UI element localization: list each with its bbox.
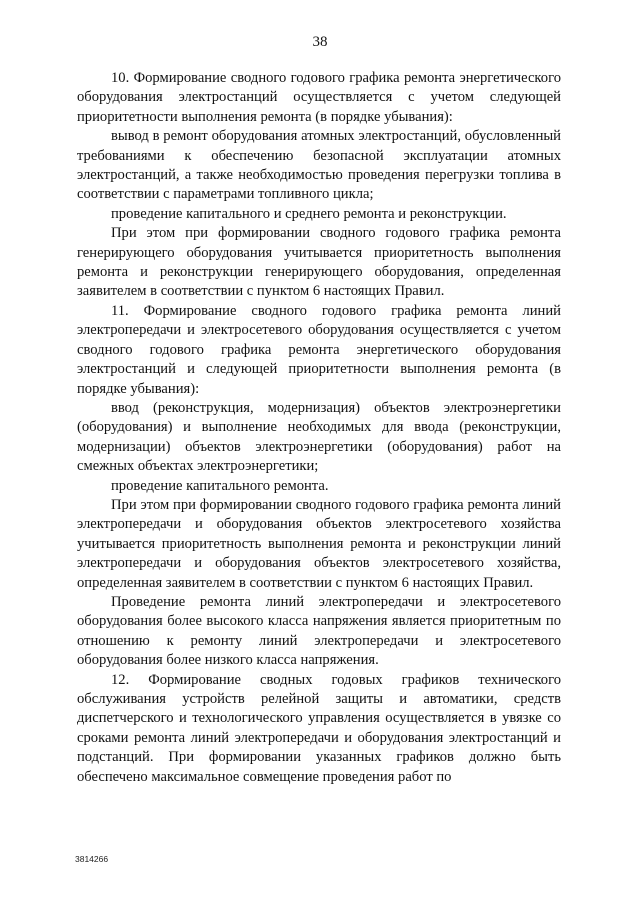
paragraph-10-item-1: вывод в ремонт оборудования атомных электростанций, обусловленный требованиями к обеспечению безопасной эксплуатации атомных электростанций, а также необходимостью проведения перегрузки топлива в соответствии с параметрами топливного цикла; — [77, 128, 561, 203]
document-code: 3814266 — [75, 854, 109, 864]
paragraph-10-item-2: проведение капитального и среднего ремонта и реконструкции. — [111, 205, 507, 222]
document-body — [77, 69, 561, 787]
paragraph-10-intro: 10. Формирование сводного годового графика ремонта энергетического оборудования электростанций осуществляется с учетом следующей приоритетности выполнения ремонта (в порядке убывания): — [77, 70, 561, 125]
paragraph-10-note: При этом при формировании сводного годового графика ремонта генерирующего оборудования учитывается приоритетность выполнения ремонта и реконструкции генерирующего оборудования, определенная заявителем в соответствии с пунктом 6 настоящих Правил. — [77, 225, 561, 300]
paragraph-11-item-1: ввод (реконструкция, модернизация) объектов электроэнергетики (оборудования) и выполнение необходимых для ввода (реконструкции, модернизации) объектов электроэнергетики (оборудования) работ на смежных объектах электроэнергетики; — [77, 399, 561, 475]
paragraph-11-intro: 11. Формирование сводного годового графика ремонта линий электропередачи и электросетевого оборудования осуществляется с учетом сводного годового графика ремонта энергетического оборудования электростанций и следующей приоритетности выполнения ремонта (в порядке убывания): — [77, 302, 561, 397]
page-number: 38 — [312, 34, 328, 50]
paragraph-11-item-2: проведение капитального ремонта. — [111, 477, 329, 494]
paragraph-11-note: При этом при формировании сводного годового графика ремонта линий электропередачи и оборудования объектов электросетевого хозяйства учитывается приоритетность выполнения ремонта и реконструкции линий электропередачи и оборудования объектов электросетевого хозяйства, определенная заявителем в соответствии с пунктом 6 настоящих Правил. — [77, 496, 561, 591]
paragraph-12-intro: 12. Формирование сводных годовых графиков технического обслуживания устройств релейной защиты и автоматики, средств диспетчерского и технологического управления осуществляется в увязке со сроками ремонта линий электропередачи и оборудования электростанций и подстанций. При формировании указанных графиков должно быть обеспечено максимальное совмещение проведения работ по — [77, 671, 561, 785]
paragraph-11-voltage-priority: Проведение ремонта линий электропередачи и электросетевого оборудования более высокого класса напряжения является приоритетным по отношению к ремонту линий электропередачи и электросетевого оборудования более низкого класса напряжения. — [77, 593, 561, 669]
